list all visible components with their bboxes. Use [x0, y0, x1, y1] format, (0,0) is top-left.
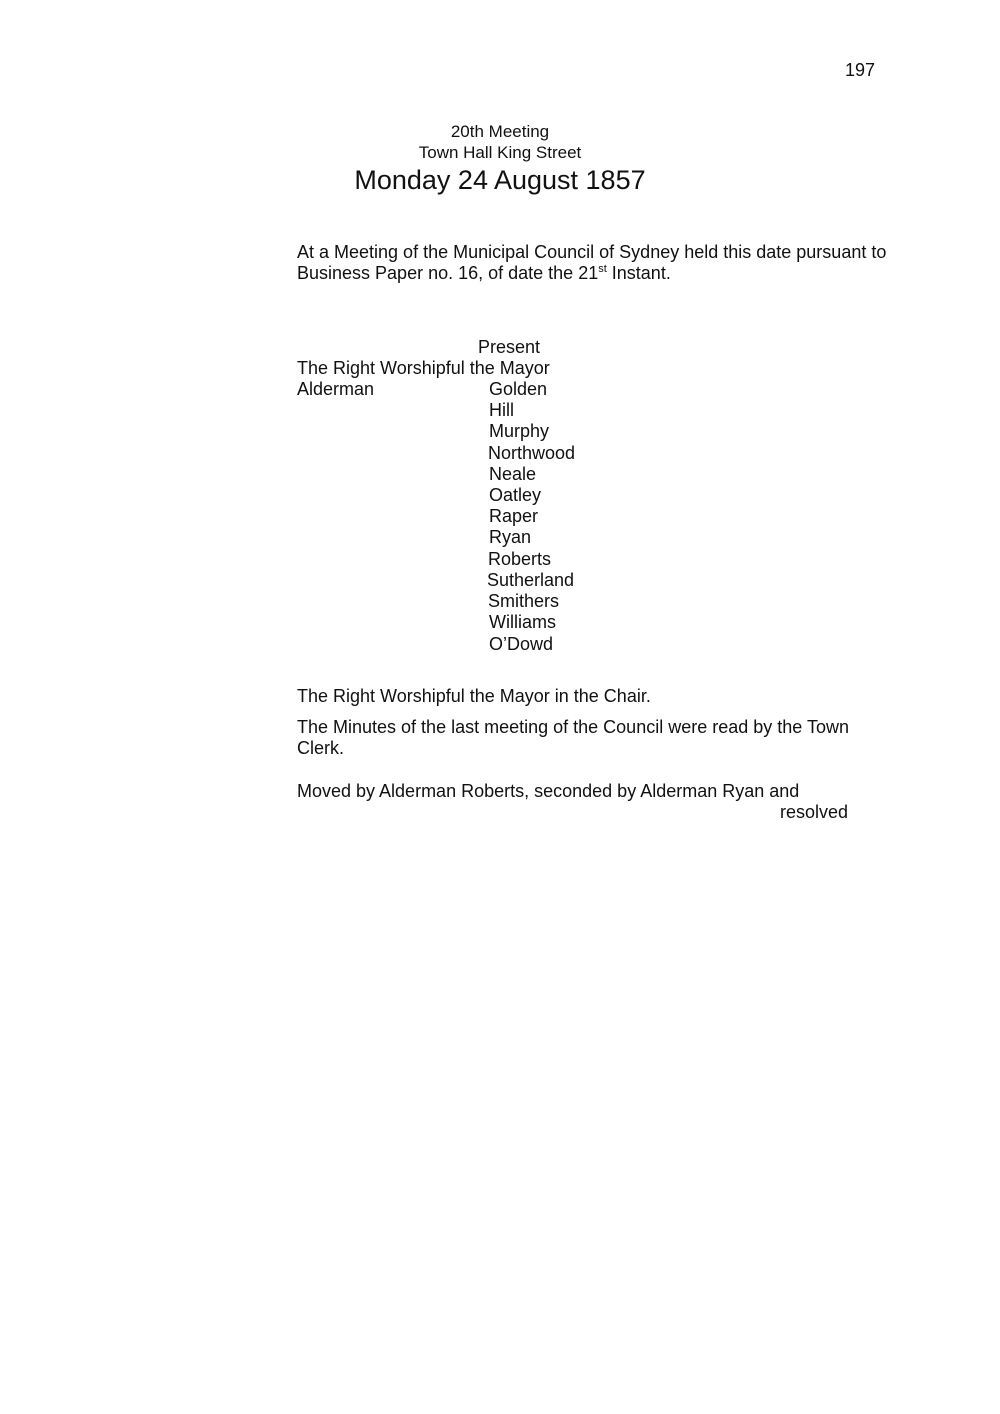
meeting-venue: Town Hall King Street: [418, 143, 582, 162]
alderman-name: Neale: [489, 464, 537, 484]
present-heading: Present: [478, 337, 541, 357]
alderman-name: Roberts: [488, 549, 552, 569]
chair-statement: The Right Worshipful the Mayor in the Chair.: [297, 686, 651, 706]
intro-text: At a Meeting of the Municipal Council of Sydney held this date pursuant to Business Paper no. 16, of date the 21: [297, 242, 887, 283]
motion-statement: Moved by Alderman Roberts, seconded by Alderman Ryan and: [297, 781, 800, 801]
minutes-statement: The Minutes of the last meeting of the Council were read by the Town Clerk.: [297, 717, 849, 758]
meeting-date: Monday 24 August 1857: [354, 165, 646, 195]
alderman-name: O’Dowd: [489, 634, 554, 654]
alderman-name: Northwood: [488, 443, 576, 463]
alderman-label: Alderman: [297, 379, 375, 399]
alderman-name: Oatley: [489, 485, 542, 505]
alderman-name: Raper: [489, 506, 539, 526]
alderman-name: Smithers: [488, 591, 560, 611]
alderman-name: Golden: [489, 379, 548, 399]
alderman-name: Ryan: [489, 527, 532, 547]
mayor-line: The Right Worshipful the Mayor: [297, 358, 550, 378]
alderman-name: Williams: [489, 612, 556, 632]
alderman-name: Hill: [489, 400, 514, 420]
intro-ordinal-suffix: st: [598, 263, 607, 275]
meeting-number: 20th Meeting: [450, 122, 550, 141]
intro-paragraph: [297, 242, 917, 284]
alderman-name: Sutherland: [487, 570, 575, 590]
intro-text-end: Instant.: [606, 263, 671, 283]
resolved-label: resolved: [780, 802, 849, 822]
page-number: 197: [845, 60, 876, 80]
alderman-name: Murphy: [489, 421, 550, 441]
